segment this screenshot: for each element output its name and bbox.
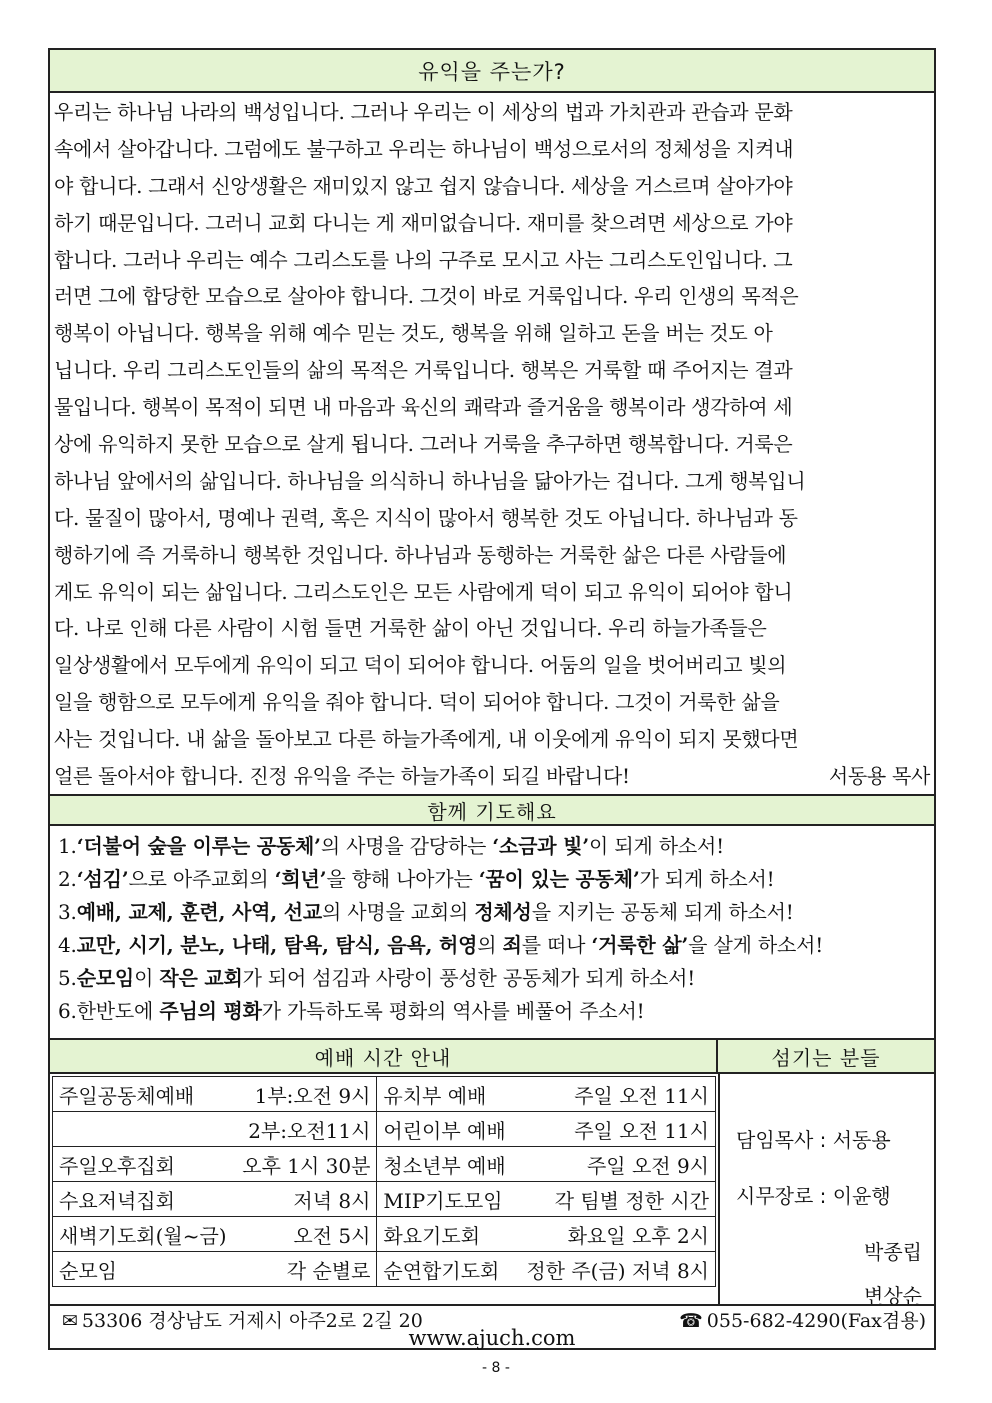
prayer-text: 5. [58,966,77,990]
prayer-item [58,962,928,995]
sermon-title: 유익을 주는가? [50,50,934,93]
service-name: 유치부 예배 [383,1083,487,1108]
prayer-text: ‘섬김’ [76,867,129,891]
prayer-text: 의 사명을 교회의 [322,900,475,924]
service-time: 1부:오전 9시 [254,1083,371,1108]
service-times-title: 예배 시간 안내 [50,1038,718,1074]
service-name: 주일오후집회 [59,1153,175,1178]
service-name: 순연합기도회 [383,1258,500,1283]
service-cell [377,1147,716,1182]
sermon-signature: 서동용 목사 [828,764,930,789]
prayer-list [58,830,928,1028]
prayer-text: 순모임 [76,966,135,990]
service-cell [377,1182,716,1217]
bulletin-frame [48,48,936,1350]
sermon-line: 합니다. 그러나 우리는 예수 그리스도를 나의 구주로 모시고 사는 그리스도인입니다. 그 [54,247,793,272]
service-name: 주일공동체예배 [59,1083,195,1108]
sermon-body [54,94,932,794]
page-number: - 8 - [482,1360,510,1376]
prayer-text: 의 사명을 감당하는 [320,834,493,858]
service-time: 각 순별로 [286,1258,371,1283]
prayer-text: 을 향해 나아가는 [326,867,479,891]
service-time: 2부:오전11시 [248,1118,371,1143]
prayer-text: 을 살게 하소서! [688,933,824,957]
service-time: 정한 주(금) 저녁 8시 [526,1258,709,1283]
table-row [53,1112,716,1147]
prayer-text: 가 되어 섬김과 사랑이 풍성한 공동체가 되게 하소서! [242,966,696,990]
prayer-text: ‘거룩한 삶’ [591,933,689,957]
phone-icon: ☎ [679,1310,703,1332]
prayer-text: 3. [58,900,77,924]
prayer-text: ‘소금과 빛’ [492,834,590,858]
sermon-line: 행하기에 즉 거룩하니 행복한 것입니다. 하나님과 동행하는 거룩한 삶은 다른 사람들에 [54,542,787,567]
prayer-item [58,830,928,863]
service-times-table [52,1076,716,1287]
prayer-text: 의 [477,933,503,957]
sermon-line: 하나님 앞에서의 삶입니다. 하나님을 의식하니 하나님을 닮아가는 겁니다. 그게 행복입니 [54,468,806,493]
sermon-line: 게도 유익이 되는 삶입니다. 그리스도인은 모든 사람에게 덕이 되고 유익이 되어야 합니 [54,579,793,604]
prayer-text: 가 가득하도록 평화의 역사를 베풀어 주소서! [261,999,645,1023]
prayer-text: 가 되게 하소서! [639,867,775,891]
service-cell [377,1252,716,1287]
prayer-text: 죄 [502,933,522,957]
service-cell [53,1112,377,1147]
prayer-text: 주님의 평화 [159,999,262,1023]
prayer-item [58,863,928,896]
service-name: 화요기도회 [383,1223,481,1248]
footer [50,1304,934,1348]
staff-elder: 시무장로 : 이윤행 [736,1184,891,1208]
service-cell [377,1217,716,1252]
sermon-line: 얼른 돌아서야 합니다. 진정 유익을 주는 하늘가족이 되길 바랍니다! [54,764,630,789]
prayer-item [58,929,928,962]
sermon-line: 일상생활에서 모두에게 유익이 되고 덕이 되어야 합니다. 어둠의 일을 벗어버리고 빛의 [54,653,787,678]
prayer-item [58,995,928,1028]
staff-pastor: 담임목사 : 서동용 [736,1128,891,1152]
sermon-line: 야 합니다. 그래서 신앙생활은 재미있지 않고 쉽지 않습니다. 세상을 거스르며 살아가야 [54,173,793,198]
prayer-text: 정체성 [474,900,532,924]
service-time: 주일 오전 11시 [574,1083,709,1108]
prayer-text: 1. [58,834,77,858]
table-row [53,1077,716,1112]
service-cell [53,1217,377,1252]
staff-title: 섬기는 분들 [718,1038,934,1074]
service-name: 순모임 [59,1258,117,1283]
prayer-text: 이 되게 하소서! [589,834,724,858]
sermon-last-line [54,758,932,795]
prayer-text: ‘더불어 숲을 이루는 공동체’ [76,834,321,858]
sermon-line: 하기 때문입니다. 그러니 교회 다니는 게 재미없습니다. 재미를 찾으려면 세상으로 가야 [54,210,793,235]
prayer-text: 이 [134,966,160,990]
prayer-text: 을 지키는 공동체 되게 하소서! [531,900,794,924]
phone-text: 055-682-4290(Fax겸용) [706,1310,926,1332]
service-time: 주일 오전 11시 [574,1118,709,1143]
prayer-text: ‘꿈이 있는 공동체’ [478,867,640,891]
prayer-text: ‘희년’ [274,867,327,891]
sermon-line: 속에서 살아갑니다. 그럼에도 불구하고 우리는 하나님이 백성으로서의 정체성을 지켜내 [54,136,794,161]
staff-list [718,1074,934,1308]
table-row [53,1217,716,1252]
prayer-item [58,896,928,929]
prayer-text: 6.한반도에 [58,999,160,1023]
website-link[interactable]: www.ajuch.com [408,1326,576,1350]
prayer-text: 를 떠나 [521,933,592,957]
staff-elder: 박종립 [864,1240,922,1264]
prayer-text: 작은 교회 [159,966,243,990]
service-cell [53,1147,377,1182]
service-time: 각 팀별 정한 시간 [554,1188,709,1213]
sermon-line: 닙니다. 우리 그리스도인들의 삶의 목적은 거룩입니다. 행복은 거룩할 때 주어지는 결과 [54,358,793,383]
service-time: 주일 오전 9시 [586,1153,709,1178]
table-row [53,1182,716,1217]
table-row [53,1252,716,1287]
service-time: 저녁 8시 [293,1188,371,1213]
table-row [53,1147,716,1182]
sermon-line: 다. 나로 인해 다른 사람이 시험 들면 거룩한 삶이 아닌 것입니다. 우리 하늘가족들은 [54,616,767,641]
sermon-line: 물입니다. 행복이 목적이 되면 내 마음과 육신의 쾌락과 즐거움을 행복이라 생각하여 세 [54,395,793,420]
sermon-line: 사는 것입니다. 내 삶을 돌아보고 다른 하늘가족에게, 내 이웃에게 유익이 되지 못했다면 [54,727,799,752]
service-name: 어린이부 예배 [383,1118,506,1143]
prayer-text: 2. [58,867,77,891]
service-name: 새벽기도회(월~금) [59,1223,227,1248]
prayer-text: 으로 아주교회의 [128,867,275,891]
service-cell [53,1077,377,1112]
prayer-text: 예배, 교제, 훈련, 사역, 선교 [76,900,322,924]
prayer-text: 4. [58,933,77,957]
service-cell [377,1112,716,1147]
service-cell [377,1077,716,1112]
service-time: 오후 1시 30분 [242,1153,371,1178]
staff-elder: 변상순 [864,1284,922,1308]
sermon-line: 다. 물질이 많아서, 명예나 권력, 혹은 지식이 많아서 행복한 것도 아닙니다. 하나님과 동 [54,505,798,530]
prayer-title: 함께 기도해요 [50,794,934,826]
sermon-line: 일을 행함으로 모두에게 유익을 줘야 합니다. 덕이 되어야 합니다. 그것이 거룩한 삶을 [54,690,780,715]
address-text: 53306 경상남도 거제시 아주2로 2길 20 [81,1310,423,1332]
sermon-line: 우리는 하나님 나라의 백성입니다. 그러나 우리는 이 세상의 법과 가치관과 관습과 문화 [54,100,793,124]
prayer-text: 교만, 시기, 분노, 나태, 탐욕, 탐식, 음욕, 허영 [76,933,478,957]
service-name: 청소년부 예배 [383,1153,506,1178]
sermon-line: 행복이 아닙니다. 행복을 위해 예수 믿는 것도, 행복을 위해 일하고 돈을 버는 것도 아 [54,321,773,346]
service-name: MIP기도모임 [383,1188,503,1213]
service-time: 화요일 오후 2시 [567,1223,709,1248]
mail-icon: ✉ [62,1310,78,1332]
sermon-line: 러면 그에 합당한 모습으로 살아야 합니다. 그것이 바로 거룩입니다. 우리 인생의 목적은 [54,284,799,309]
service-name: 수요저녁집회 [59,1188,175,1213]
service-time: 오전 5시 [293,1223,371,1248]
service-cell [53,1252,377,1287]
service-cell [53,1182,377,1217]
sermon-line: 상에 유익하지 못한 모습으로 살게 됩니다. 그러나 거룩을 추구하면 행복합니다. 거룩은 [54,432,793,457]
